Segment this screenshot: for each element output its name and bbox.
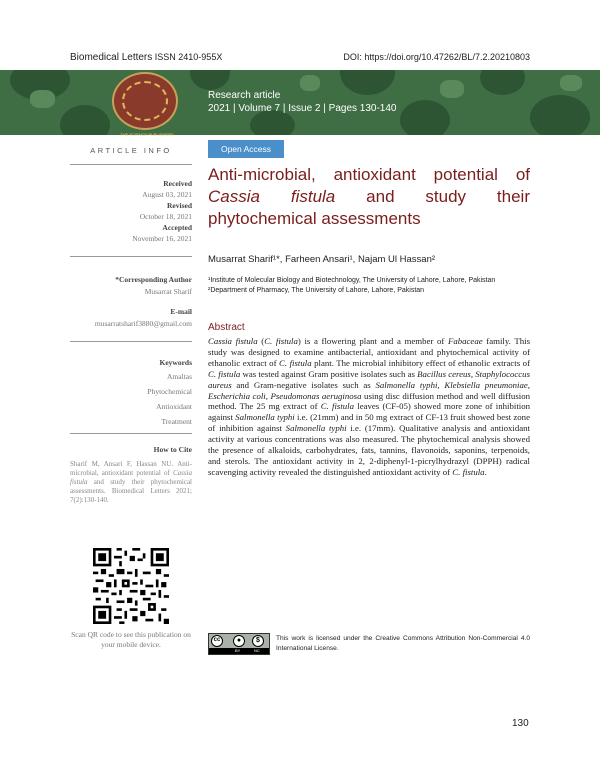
cc-license-badge[interactable]	[208, 633, 270, 655]
abstract-heading: Abstract	[208, 322, 245, 333]
doi-link[interactable]: DOI: https://doi.org/10.47262/BL/7.2.20210803	[343, 52, 530, 62]
corresponding-name: Musarrat Sharif	[144, 287, 192, 296]
dates-block	[70, 178, 192, 244]
affiliation: ²Department of Pharmacy, The University of Lahore, Lahore, Pakistan	[208, 287, 425, 294]
keyword: Phytochemical	[147, 387, 192, 396]
qr-caption: Scan QR code to see this publication on your mobile device.	[71, 630, 191, 649]
keywords-block	[70, 357, 192, 429]
publisher-logo: THE SCIENCE PUBLISHERS	[112, 72, 178, 130]
keywords-label: Keywords	[159, 358, 192, 367]
how-to-cite-text: Sharif M, Ansari F, Hassan NU. Anti-microbial, antioxidant potential of Cassia fistula and study their phytochemical assessments. Biomedical Letters 2021; 7(2):130-140.	[70, 460, 192, 504]
affiliations	[208, 276, 530, 296]
divider	[70, 433, 192, 434]
by-label: BY	[235, 648, 241, 653]
received-label: Received	[163, 179, 192, 188]
article-type: Research article	[208, 90, 281, 101]
how-to-cite-label: How to Cite	[153, 445, 192, 454]
how-to-cite-block	[70, 444, 192, 505]
banner-text	[208, 89, 396, 115]
corresponding-label: *Corresponding Author	[115, 275, 192, 284]
accepted-date: November 16, 2021	[132, 234, 192, 243]
article-title: Anti-microbial, antioxidant potential of Cassia fistula and study their phytochemical assessments	[208, 165, 530, 228]
accepted-label: Accepted	[162, 223, 192, 232]
cc-icon: cc	[211, 635, 223, 647]
open-access-badge: Open Access	[208, 140, 284, 158]
divider	[70, 341, 192, 342]
divider	[70, 256, 192, 257]
revised-label: Revised	[167, 201, 192, 210]
non-commercial-icon: $	[252, 635, 264, 647]
nc-label: NC	[254, 648, 260, 653]
divider	[70, 164, 192, 165]
qr-code[interactable]	[93, 548, 169, 624]
abstract-text: Cassia fistula (C. fistula) is a flowering plant and a member of Fabaceae family. This study was designed to examine antibacterial, antioxidant and phytochemical activity of ethanolic extract of C. fistula plant. The microbial inhibitory effect of ethanolic extracts of C. fistula was tested against Gram positive isolates such as Bacillus cereus, Staphylococcus aureus and Gram-negative isolates such as Salmonella typhi, Klebsiella pneumoniae, Escherichia coli, Pseudomonas aeruginosa using disc diffusion method and well diffusion method. The 25 mg extract of C. fistula leaves (CF-05) showed more zone of inhibition against Salmonella typhi i.e. (21mm) and in 50 mg extract of CF-13 fruit showed best zone of inhibition against Salmonella typhi i.e. (17mm). Qualitative analysis and antioxidant activity at various concentrations was also measured. The phytochemical analysis showed the presence of alkaloids, carbohydrates, fats, tannins, flavonoids, saponins, terpenoids, and sterols. The antioxidant activity in 2, 2-diphenyl-1-picrylhydrazyl (DPPH) radical scavenging activity revealed the distinguished antioxidant activity of C. fistula.	[208, 336, 531, 477]
issn: ISSN 2410-955X	[154, 52, 223, 62]
keyword: Treatment	[161, 417, 192, 426]
affiliation: ¹Institute of Molecular Biology and Biotechnology, The University of Lahore, Lahore, Pakistan	[208, 277, 496, 284]
keyword: Antioxidant	[156, 402, 192, 411]
citation-line: 2021 | Volume 7 | Issue 2 | Pages 130-140	[208, 103, 397, 114]
email-link[interactable]: musarratsharif3880@gmail.com	[94, 319, 192, 328]
revised-date: October 18, 2021	[139, 212, 192, 221]
author-list: Musarrat Sharif¹*, Farheen Ansari¹, Najam Ul Hassan²	[208, 254, 436, 265]
email-label: E-mail	[170, 307, 192, 316]
attribution-icon: ●	[233, 635, 245, 647]
keyword: Amaltas	[167, 372, 192, 381]
journal-name: Biomedical Letters ISSN 2410-955X	[70, 52, 223, 63]
received-date: August 03, 2021	[142, 190, 192, 199]
article-info-heading: ARTICLE INFO	[90, 146, 172, 155]
license-text: This work is licensed under the Creative Commons Attribution Non-Commercial 4.0 International License.	[276, 635, 530, 652]
corresponding-block	[70, 274, 192, 330]
page-number: 130	[512, 718, 529, 729]
